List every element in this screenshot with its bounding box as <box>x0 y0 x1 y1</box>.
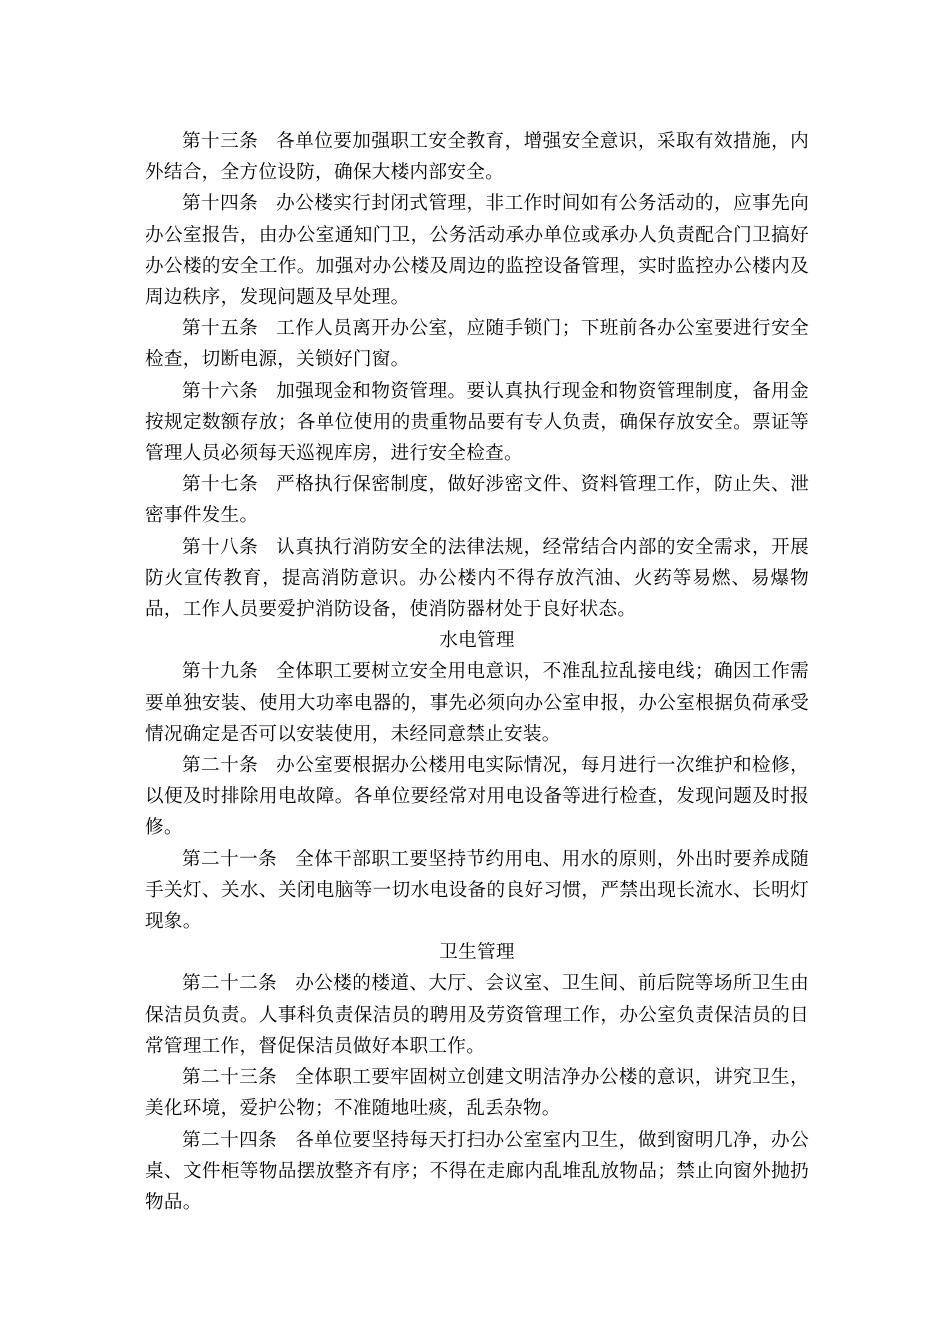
article-text: 各单位要坚持每天打扫办公室室内卫生，做到窗明几净，办公桌、文件柜等物品摆放整齐有序；不得在走廊内乱堆乱放物品；禁止向窗外抛扔物品。 <box>145 1129 809 1213</box>
article-number: 第十四条 <box>182 193 259 215</box>
article-number: 第二十二条 <box>182 973 278 995</box>
article-23 <box>145 1062 809 1124</box>
article-text: 全体职工要牢固树立创建文明洁净办公楼的意识，讲究卫生，美化环境，爱护公物；不准随地吐痰，乱丢杂物。 <box>145 1067 809 1120</box>
article-18 <box>145 532 809 626</box>
article-number: 第十八条 <box>182 536 259 558</box>
article-24 <box>145 1125 809 1219</box>
document-page <box>145 126 809 1218</box>
article-text: 认真执行消防安全的法律法规，经常结合内部的安全需求，开展防火宣传教育，提高消防意识。办公楼内不得存放汽油、火药等易燃、易爆物品，工作人员要爱护消防设备，使消防器材处于良好状态。 <box>145 536 810 621</box>
article-text: 办公楼实行封闭式管理，非工作时间如有公务活动的，应事先向办公室报告，由办公室通知门卫，公务活动承办单位或承办人负责配合门卫搞好办公楼的安全工作。加强对办公楼及周边的监控设备管理，实时监控办公楼内及周边秩序，发现问题及早处理。 <box>145 193 810 309</box>
article-number: 第二十三条 <box>182 1067 278 1089</box>
article-text: 加强现金和物资管理。要认真执行现金和物资管理制度，备用金按规定数额存放；各单位使用的贵重物品要有专人负责，确保存放安全。票证等管理人员必须每天巡视库房，进行安全检查。 <box>145 380 810 465</box>
section-heading-sanitation: 卫生管理 <box>439 942 515 964</box>
section-heading-water-electricity: 水电管理 <box>439 630 515 652</box>
article-21 <box>145 844 809 938</box>
article-13 <box>145 126 809 188</box>
article-text: 办公室要根据办公楼用电实际情况，每月进行一次维护和检修，以便及时排除用电故障。各单位要经常对用电设备等进行检查，发现问题及时报修。 <box>145 755 810 839</box>
article-number: 第二十条 <box>182 755 259 777</box>
article-15 <box>145 313 809 375</box>
article-text: 工作人员离开办公室，应随手锁门；下班前各办公室要进行安全检查，切断电源，关锁好门窗。 <box>145 318 810 371</box>
article-number: 第十九条 <box>182 661 259 683</box>
article-text: 严格执行保密制度，做好涉密文件、资料管理工作，防止失、泄密事件发生。 <box>145 474 810 527</box>
article-16 <box>145 376 809 470</box>
article-14 <box>145 188 809 313</box>
article-text: 全体干部职工要坚持节约用电、用水的原则，外出时要养成随手关灯、关水、关闭电脑等一切水电设备的良好习惯，严禁出现长流水、长明灯现象。 <box>145 848 809 933</box>
article-22 <box>145 968 809 1062</box>
article-number: 第十七条 <box>182 474 259 496</box>
article-20 <box>145 750 809 844</box>
article-number: 第十六条 <box>182 380 259 402</box>
article-number: 第二十一条 <box>182 848 278 870</box>
article-text: 办公楼的楼道、大厅、会议室、卫生间、前后院等场所卫生由保洁员负责。人事科负责保洁员的聘用及劳资管理工作，办公室负责保洁员的日常管理工作，督促保洁员做好本职工作。 <box>145 973 809 1057</box>
article-19 <box>145 656 809 750</box>
article-number: 第十三条 <box>182 131 259 152</box>
article-text: 全体职工要树立安全用电意识，不准乱拉乱接电线；确因工作需要单独安装、使用大功率电器的，事先必须向办公室申报，办公室根据负荷承受情况确定是否可以安装使用，未经同意禁止安装。 <box>145 661 810 745</box>
article-17 <box>145 469 809 531</box>
article-number: 第二十四条 <box>182 1129 278 1151</box>
article-number: 第十五条 <box>182 318 259 340</box>
article-text: 各单位要加强职工安全教育，增强安全意识，采取有效措施，内外结合，全方位设防，确保大楼内部安全。 <box>145 131 810 184</box>
